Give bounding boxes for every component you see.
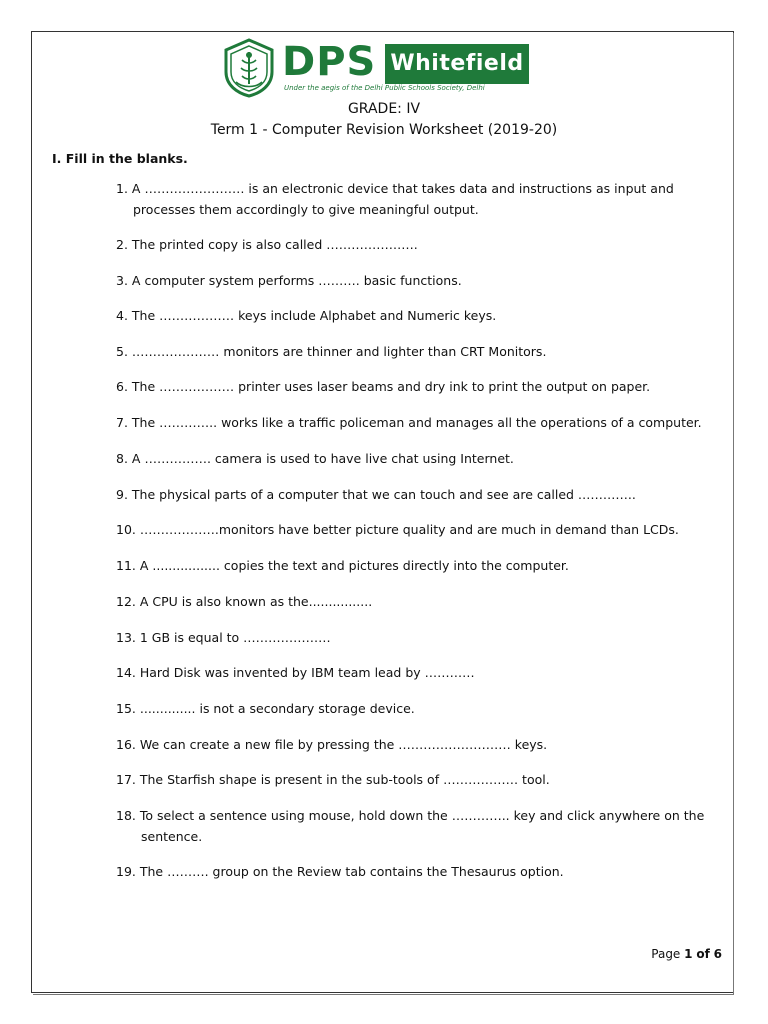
question-number: 15. [116, 701, 136, 716]
question-text: The ………….. works like a traffic policeman and manages all the operations of a computer. [131, 415, 702, 430]
worksheet-title: Term 1 - Computer Revision Worksheet (2019-20) [210, 122, 558, 138]
question-item [116, 448, 716, 469]
question-number: 2. [116, 237, 128, 252]
question-text: The physical parts of a computer that we can touch and see are called ………….. [131, 487, 636, 502]
question-number: 9. [116, 487, 128, 502]
brand-whitefield-box: Whitefield [385, 44, 529, 84]
page-number [651, 947, 722, 961]
question-item [116, 484, 716, 505]
page-of-label: of [696, 947, 710, 961]
question-text-continued: sentence. [141, 829, 203, 844]
question-text: A CPU is also known as the................ [139, 594, 373, 609]
question-item [116, 861, 716, 882]
page-total: 6 [713, 947, 722, 961]
question-item [116, 376, 716, 397]
question-number: 10. [116, 522, 136, 537]
question-item [116, 698, 716, 719]
question-text: To select a sentence using mouse, hold down the ………….. key and click anywhere on the [139, 808, 705, 823]
question-number: 3. [116, 273, 128, 288]
brand-dps-text: DPS [282, 39, 377, 85]
question-text: 1 GB is equal to ………………… [139, 630, 331, 645]
question-text: ……………….monitors have better picture quality and are much in demand than LCDs. [139, 522, 679, 537]
question-item [116, 555, 716, 576]
question-number: 4. [116, 308, 128, 323]
question-text: The Starfish shape is present in the sub-tools of ……………… tool. [139, 772, 550, 787]
question-number: 19. [116, 864, 136, 879]
question-number: 16. [116, 737, 136, 752]
question-item [116, 234, 716, 255]
grade-label: GRADE: IV [347, 101, 421, 117]
page-label: Page [651, 947, 681, 961]
question-text: ………………… monitors are thinner and lighter than CRT Monitors. [131, 344, 547, 359]
question-number: 5. [116, 344, 128, 359]
question-item [116, 178, 716, 220]
brand-tagline: Under the aegis of the Delhi Public Schools Society, Delhi [284, 84, 485, 92]
question-number: 1. [116, 181, 128, 196]
question-text: The ……………… printer uses laser beams and dry ink to print the output on paper. [131, 379, 651, 394]
question-item [116, 305, 716, 326]
question-item [116, 734, 716, 755]
page-border [31, 31, 734, 993]
question-item [116, 627, 716, 648]
question-item [116, 769, 716, 790]
question-text: .............. is not a secondary storage device. [139, 701, 415, 716]
question-text: A …………………… is an electronic device that takes data and instructions as input and [131, 181, 674, 196]
question-number: 6. [116, 379, 128, 394]
question-item [116, 591, 716, 612]
question-text: We can create a new file by pressing the ……………………… keys. [139, 737, 548, 752]
question-text: A ……………. camera is used to have live chat using Internet. [131, 451, 514, 466]
question-item [116, 270, 716, 291]
question-item [116, 662, 716, 683]
question-item [116, 519, 716, 540]
school-header [222, 38, 532, 98]
question-item [116, 412, 716, 433]
question-number: 18. [116, 808, 136, 823]
question-number: 12. [116, 594, 136, 609]
page-current: 1 [684, 947, 693, 961]
school-crest-logo [222, 38, 276, 98]
question-number: 13. [116, 630, 136, 645]
question-number: 11. [116, 558, 136, 573]
question-number: 7. [116, 415, 128, 430]
question-item [116, 805, 716, 847]
question-text: The printed copy is also called …………………. [131, 237, 418, 252]
question-text: The ……………… keys include Alphabet and Numeric keys. [131, 308, 497, 323]
question-text-continued: processes them accordingly to give meaningful output. [133, 202, 479, 217]
question-number: 8. [116, 451, 128, 466]
question-item [116, 341, 716, 362]
question-number: 17. [116, 772, 136, 787]
question-text: A ................. copies the text and pictures directly into the computer. [139, 558, 569, 573]
question-number: 14. [116, 665, 136, 680]
section-heading: I. Fill in the blanks. [52, 151, 188, 166]
question-text: A computer system performs ………. basic functions. [131, 273, 462, 288]
question-text: Hard Disk was invented by IBM team lead by ………… [139, 665, 475, 680]
question-text: The ………. group on the Review tab contains the Thesaurus option. [139, 864, 564, 879]
